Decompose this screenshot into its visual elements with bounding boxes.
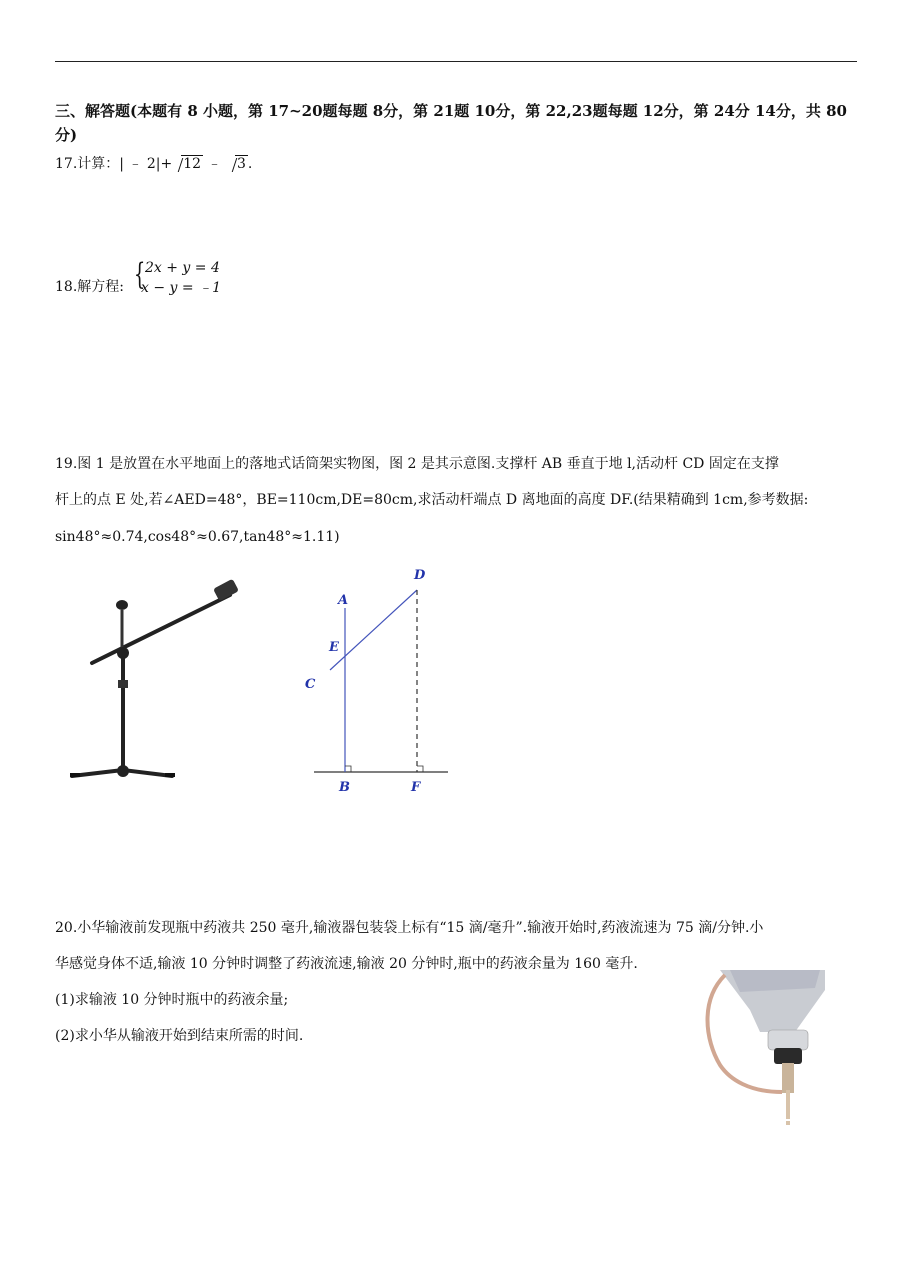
label-b: B (339, 780, 350, 795)
question-19-line1: 19.图 1 是放置在水平地面上的落地式话筒架实物图，图 2 是其示意图.支撑杆 AB 垂直于地 l,活动杆 CD 固定在支撑 (55, 456, 779, 472)
label-f: F (411, 780, 421, 795)
label-a: A (338, 593, 349, 608)
equation-2: x − y = ﹣1 (141, 280, 221, 296)
schematic-diagram (300, 560, 460, 800)
iv-bottle-image (690, 970, 830, 1125)
label-e: E (329, 640, 339, 655)
sqrt-3: 3 (226, 155, 248, 173)
label-c: C (305, 677, 316, 692)
question-17: 17.计算：| ﹣ 2|+ 12 ﹣ 3 . (55, 156, 253, 172)
microphone-stand-image (60, 575, 260, 790)
equation-brace: { (133, 257, 146, 292)
question-20-part2: (2)求小华从输液开始到结束所需的时间. (55, 1028, 304, 1044)
question-18: 18.解方程: (55, 279, 124, 295)
equation-1: 2x + y = 4 (145, 260, 220, 276)
label-d: D (414, 568, 426, 583)
section-title-cont: 分) (55, 126, 78, 144)
question-19-line2: 杆上的点 E 处,若∠AED=48°，BE=110cm,DE=80cm,求活动杆端点 D 离地面的高度 DF.(结果精确到 1cm,参考数据: (55, 492, 809, 508)
top-rule (55, 61, 857, 62)
question-20-part1: (1)求输液 10 分钟时瓶中的药液余量; (55, 992, 289, 1008)
question-20-line1: 20.小华输液前发现瓶中药液共 250 毫升,输液器包装袋上标有“15 滴/毫升”.输液开始时,药液流速为 75 滴/分钟.小 (55, 920, 764, 936)
section-title: 三、解答题(本题有 8 小题，第 17~20题每题 8分，第 21题 10分，第 22,23题每题 12分，第 24分 14分，共 80 (55, 102, 847, 120)
question-20-line2: 华感觉身体不适,输液 10 分钟时调整了药液流速,输液 20 分钟时,瓶中的药液余量为 160 毫升. (55, 956, 638, 972)
question-19-line3: sin48°≈0.74,cos48°≈0.67,tan48°≈1.11) (55, 529, 340, 545)
q17-mid: ﹣ (203, 156, 226, 172)
q17-prefix: 17.计算：| ﹣ 2|+ (55, 156, 173, 172)
sqrt-12: 12 (172, 155, 203, 173)
